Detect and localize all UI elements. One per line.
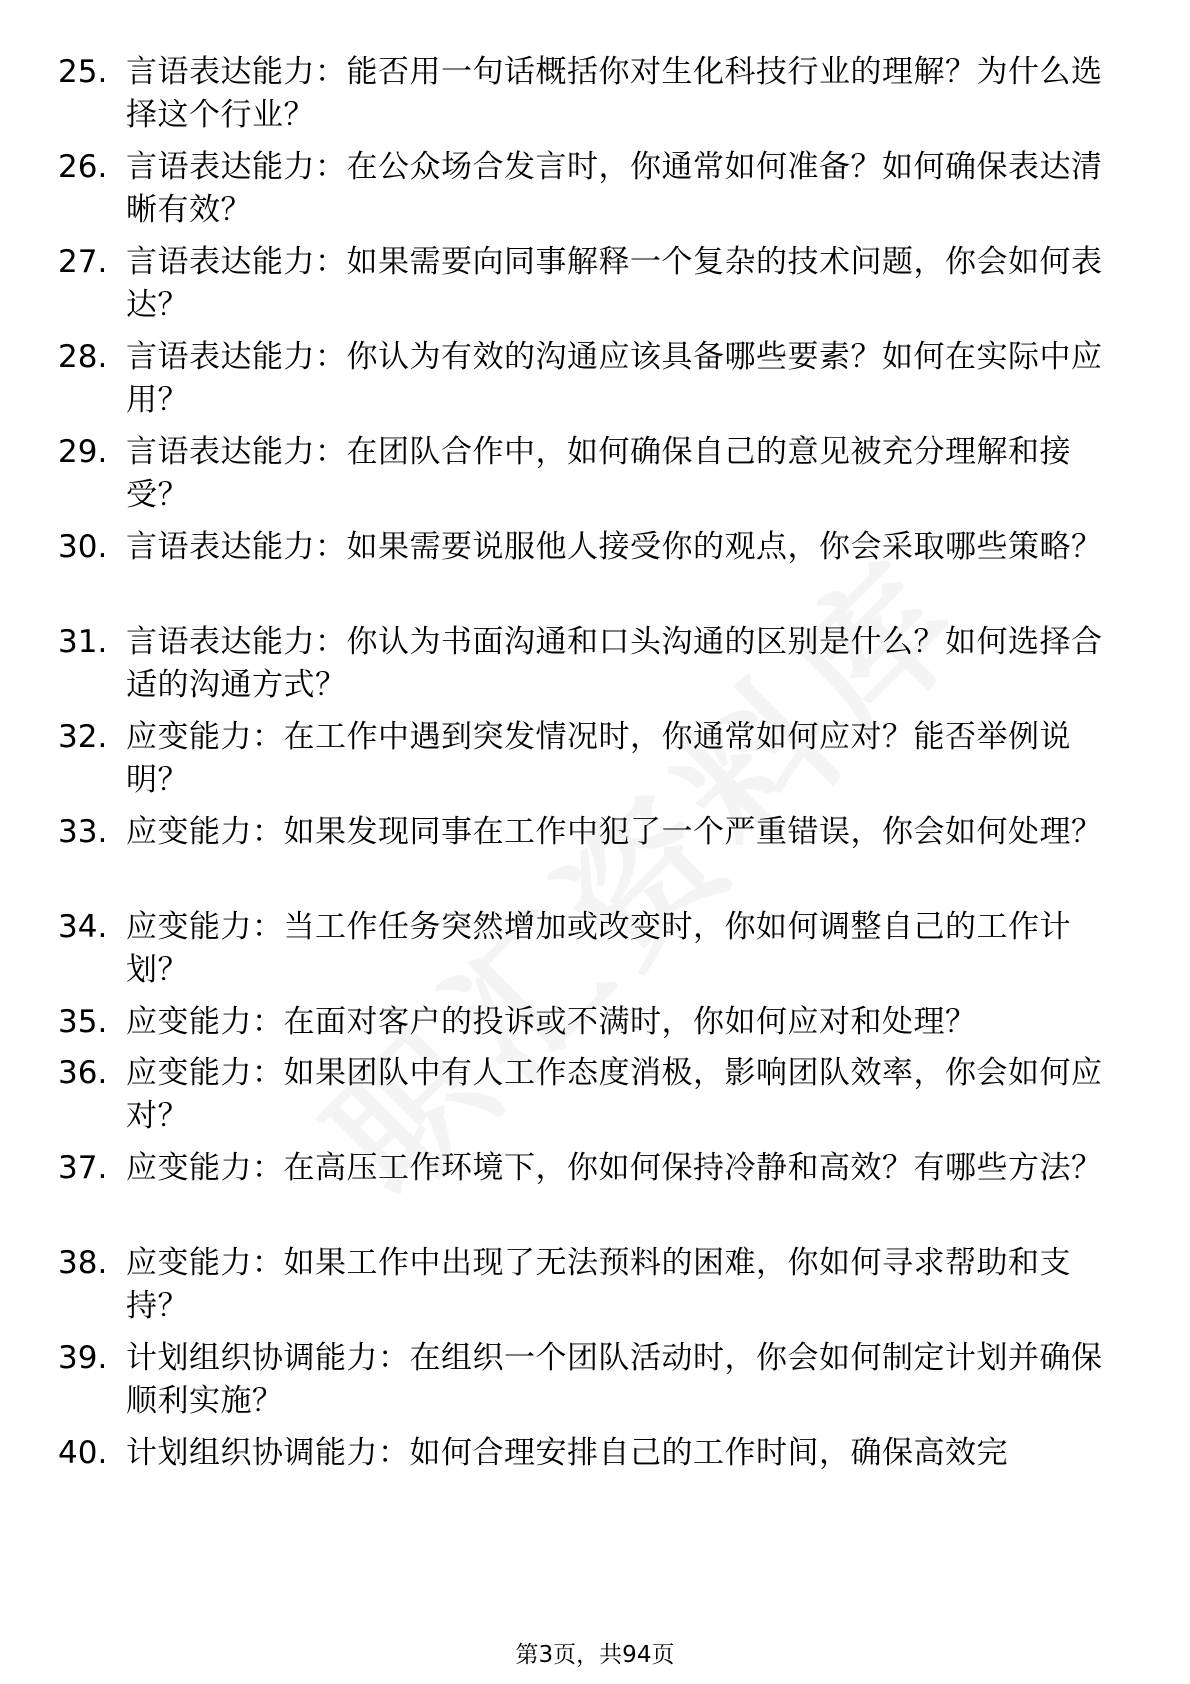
question-text: 应变能力：当工作任务突然增加或改变时，你如何调整自己的工作计划？ <box>126 909 1071 988</box>
question-text: 计划组织协调能力：在组织一个团队活动时，你会如何制定计划并确保顺利实施？ <box>126 1340 1103 1419</box>
question-number: 38. <box>58 1245 108 1281</box>
question-number: 34. <box>58 909 108 945</box>
question-text: 言语表达能力：在公众场合发言时，你通常如何准备？如何确保表达清晰有效？ <box>126 149 1103 228</box>
question-text: 言语表达能力：如果需要向同事解释一个复杂的技术问题，你会如何表达？ <box>126 244 1103 323</box>
question-text: 应变能力：如果团队中有人工作态度消极，影响团队效率，你会如何应对？ <box>126 1055 1103 1134</box>
question-number: 37. <box>58 1150 108 1186</box>
question-number: 27. <box>58 244 108 280</box>
question-number: 26. <box>58 149 108 185</box>
question-text: 应变能力：在工作中遇到突发情况时，你通常如何应对？能否举例说明？ <box>126 719 1071 798</box>
question-number: 33. <box>58 814 108 850</box>
question-text: 应变能力：如果工作中出现了无法预料的困难，你如何寻求帮助和支持？ <box>126 1245 1071 1324</box>
question-number: 40. <box>58 1435 108 1471</box>
question-number: 35. <box>58 1004 108 1040</box>
question-text: 言语表达能力：在团队合作中，如何确保自己的意见被充分理解和接受？ <box>126 434 1071 513</box>
question-text: 言语表达能力：你认为书面沟通和口头沟通的区别是什么？如何选择合适的沟通方式？ <box>126 624 1103 703</box>
question-number: 28. <box>58 339 108 375</box>
question-text: 应变能力：在高压工作环境下，你如何保持冷静和高效？有哪些方法？ <box>126 1150 1103 1186</box>
question-number: 36. <box>58 1055 108 1091</box>
question-text: 应变能力：在面对客户的投诉或不满时，你如何应对和处理？ <box>126 1004 977 1040</box>
question-text: 言语表达能力：能否用一句话概括你对生化科技行业的理解？为什么选择这个行业？ <box>126 54 1103 133</box>
question-number: 30. <box>58 529 108 565</box>
question-number: 31. <box>58 624 108 660</box>
question-text: 应变能力：如果发现同事在工作中犯了一个严重错误，你会如何处理？ <box>126 814 1103 850</box>
question-text: 言语表达能力：你认为有效的沟通应该具备哪些要素？如何在实际中应用？ <box>126 339 1103 418</box>
question-number: 25. <box>58 54 108 90</box>
question-text: 言语表达能力：如果需要说服他人接受你的观点，你会采取哪些策略？ <box>126 529 1103 565</box>
page-footer: 第3页，共94页 <box>515 1642 675 1668</box>
question-number: 29. <box>58 434 108 470</box>
question-number: 32. <box>58 719 108 755</box>
question-number: 39. <box>58 1340 108 1376</box>
question-text: 计划组织协调能力：如何合理安排自己的工作时间，确保高效完 <box>126 1435 1008 1471</box>
